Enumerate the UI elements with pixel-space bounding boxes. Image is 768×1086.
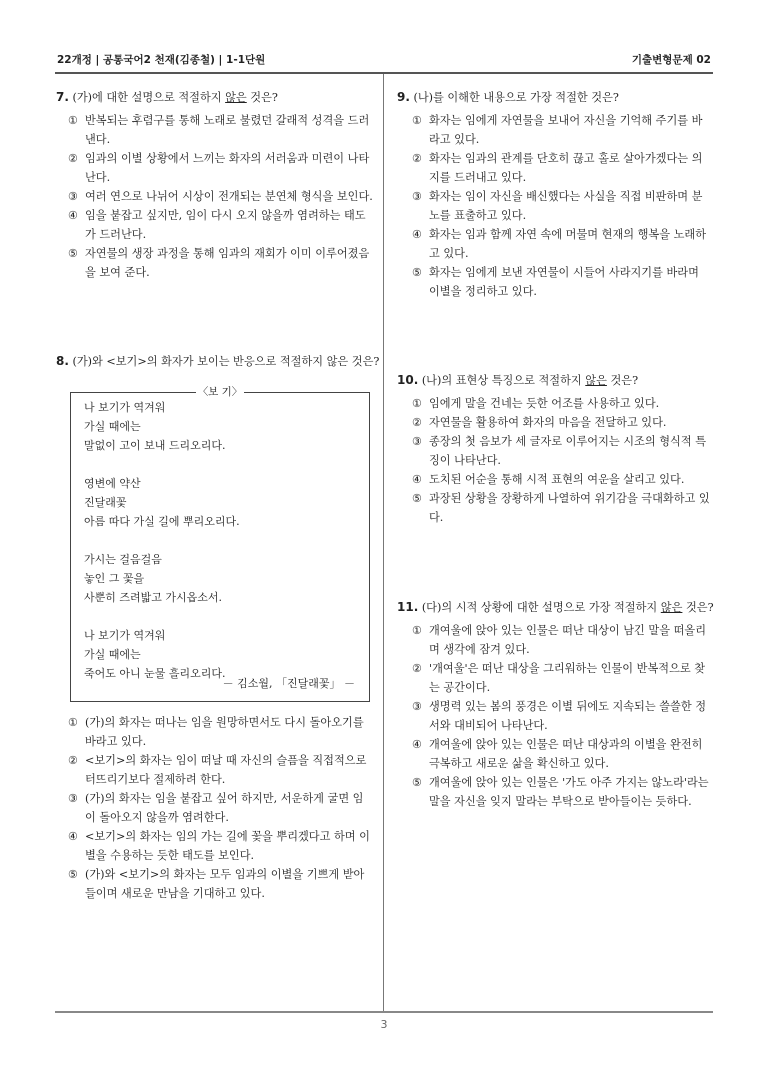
question-9-stem: 9. (나)를 이해한 내용으로 가장 적절한 것은? bbox=[397, 90, 619, 104]
option[interactable]: ③ 종장의 첫 음보가 세 글자로 이루어지는 시조의 형식적 특징이 나타난다. bbox=[412, 435, 707, 467]
option[interactable]: ⑤ 화자는 임에게 보낸 자연물이 시들어 사라지기를 바라며 이별을 정리하고 있다. bbox=[412, 266, 699, 298]
poem-attribution: － 김소월, 「진달래꽃」 － bbox=[222, 677, 355, 690]
poem-line: 가실 때에는 bbox=[84, 648, 141, 661]
option[interactable]: ① 반복되는 후렴구를 통해 노래로 불렸던 갈래적 성격을 드러낸다. bbox=[68, 114, 370, 146]
question-7-stem: 7. (가)에 대한 설명으로 적절하지 않은 것은? bbox=[56, 90, 278, 104]
option[interactable]: ④ 임을 붙잡고 싶지만, 임이 다시 오지 않을까 염려하는 태도가 드러난다. bbox=[68, 209, 366, 241]
option[interactable]: ① 임에게 말을 건네는 듯한 어조를 사용하고 있다. bbox=[412, 397, 660, 410]
question-7 bbox=[56, 88, 374, 282]
poem-line: 놓인 그 꽃을 bbox=[84, 572, 145, 585]
page-number: 3 bbox=[380, 1018, 388, 1031]
question-number: 11. bbox=[397, 600, 419, 614]
poem-line: 나 보기가 역겨워 bbox=[84, 629, 166, 642]
question-number: 9. bbox=[397, 90, 410, 104]
question-10 bbox=[397, 371, 713, 527]
option[interactable]: ② 자연물을 활용하여 화자의 마음을 전달하고 있다. bbox=[412, 416, 667, 429]
option[interactable]: ④ 개여울에 앉아 있는 인물은 떠난 대상과의 이별을 완전히 극복하고 새로운 삶을 확신하고 있다. bbox=[412, 738, 703, 770]
question-11 bbox=[397, 598, 713, 811]
poem-line: 나 보기가 역겨워 bbox=[84, 401, 166, 414]
poem-line: 가시는 걸음걸음 bbox=[84, 553, 162, 566]
option[interactable]: ① (가)의 화자는 떠나는 임을 원망하면서도 다시 돌아오기를 바라고 있다. bbox=[68, 716, 364, 748]
option[interactable]: ② 임과의 이별 상황에서 느끼는 화자의 서러움과 미련이 나타난다. bbox=[68, 152, 370, 184]
poem-line: 영변에 약산 bbox=[84, 477, 141, 490]
question-10-stem: 10. (나)의 표현상 특징으로 적절하지 않은 것은? bbox=[397, 373, 639, 387]
option[interactable]: ③ 화자는 임이 자신을 배신했다는 사실을 직접 비판하며 분노를 표출하고 있다. bbox=[412, 190, 703, 222]
question-9 bbox=[397, 88, 713, 301]
option[interactable]: ② <보기>의 화자는 임이 떠날 때 자신의 슬픔을 직접적으로 터뜨리기보다 절제하려 한다. bbox=[68, 754, 367, 786]
option[interactable]: ③ (가)의 화자는 임을 붙잡고 싶어 하지만, 서운하게 굴면 임이 돌아오지 않을까 염려한다. bbox=[68, 792, 364, 824]
question-8 bbox=[56, 352, 380, 371]
option[interactable]: ② 화자는 임과의 관계를 단호히 끊고 홀로 살아가겠다는 의지를 드러내고 있다. bbox=[412, 152, 703, 184]
option[interactable]: ④ 화자는 임과 함께 자연 속에 머물며 현재의 행복을 노래하고 있다. bbox=[412, 228, 707, 260]
question-11-stem: 11. (다)의 시적 상황에 대한 설명으로 가장 적절하지 않은 것은? bbox=[397, 600, 714, 614]
bogi-title: 〈보 기〉 bbox=[197, 386, 243, 398]
poem-line: 아름 따다 가실 길에 뿌리오리다. bbox=[84, 515, 240, 528]
poem-line: 사뿐히 즈려밟고 가시옵소서. bbox=[84, 591, 223, 604]
option[interactable]: ⑤ 자연물의 생장 과정을 통해 임과의 재회가 이미 이루어졌음을 보여 준다. bbox=[68, 247, 370, 279]
header-rule bbox=[55, 72, 713, 74]
question-number: 8. bbox=[56, 354, 69, 368]
poem-line: 말없이 고이 보내 드리오리다. bbox=[84, 439, 226, 452]
bogi-box bbox=[70, 386, 370, 702]
header-course-info: 22개정 | 공통국어2 천재(김종철) | 1-1단원 bbox=[57, 54, 266, 66]
header-exam-title: 기출변형문제 02 bbox=[631, 54, 711, 66]
poem bbox=[84, 398, 240, 683]
option[interactable]: ⑤ (가)와 <보기>의 화자는 모두 임과의 이별을 기쁘게 받아들이며 새로운 만남을 기대하고 있다. bbox=[68, 868, 365, 900]
page-header bbox=[55, 52, 713, 68]
footer-rule bbox=[55, 1011, 713, 1013]
option[interactable]: ③ 여러 연으로 나뉘어 시상이 전개되는 분연체 형식을 보인다. bbox=[68, 190, 373, 203]
poem-line: 죽어도 아니 눈물 흘리오리다. bbox=[84, 667, 226, 680]
column-divider bbox=[383, 74, 384, 1011]
question-number: 7. bbox=[56, 90, 69, 104]
option[interactable]: ④ <보기>의 화자는 임의 가는 길에 꽃을 뿌리겠다고 하며 이별을 수용하는 듯한 태도를 보인다. bbox=[68, 830, 370, 862]
option[interactable]: ① 화자는 임에게 자연물을 보내어 자신을 기억해 주기를 바라고 있다. bbox=[412, 114, 703, 146]
option[interactable]: ④ 도치된 어순을 통해 시적 표현의 여운을 살리고 있다. bbox=[412, 473, 685, 486]
option[interactable]: ① 개여울에 앉아 있는 인물은 떠난 대상이 남긴 말을 떠올리며 생각에 잠겨 있다. bbox=[412, 624, 707, 656]
option[interactable]: ⑤ 과장된 상황을 장황하게 나열하여 위기감을 극대화하고 있다. bbox=[412, 492, 710, 524]
option[interactable]: ⑤ 개여울에 앉아 있는 인물은 '가도 아주 가지는 않노라'라는 말을 자신을 잊지 말라는 부탁으로 받아들이는 듯하다. bbox=[412, 776, 709, 808]
poem-line: 진달래꽃 bbox=[84, 496, 127, 509]
question-8-stem: 8. (가)와 <보기>의 화자가 보이는 반응으로 적절하지 않은 것은? bbox=[56, 354, 380, 368]
option[interactable]: ③ 생명력 있는 봄의 풍경은 이별 뒤에도 지속되는 쓸쓸한 정서와 대비되어 나타난다. bbox=[412, 700, 707, 732]
question-8-options bbox=[68, 713, 374, 903]
question-number: 10. bbox=[397, 373, 419, 387]
poem-line: 가실 때에는 bbox=[84, 420, 141, 433]
option[interactable]: ② '개여울'은 떠난 대상을 그리워하는 인물이 반복적으로 찾는 공간이다. bbox=[412, 662, 706, 694]
